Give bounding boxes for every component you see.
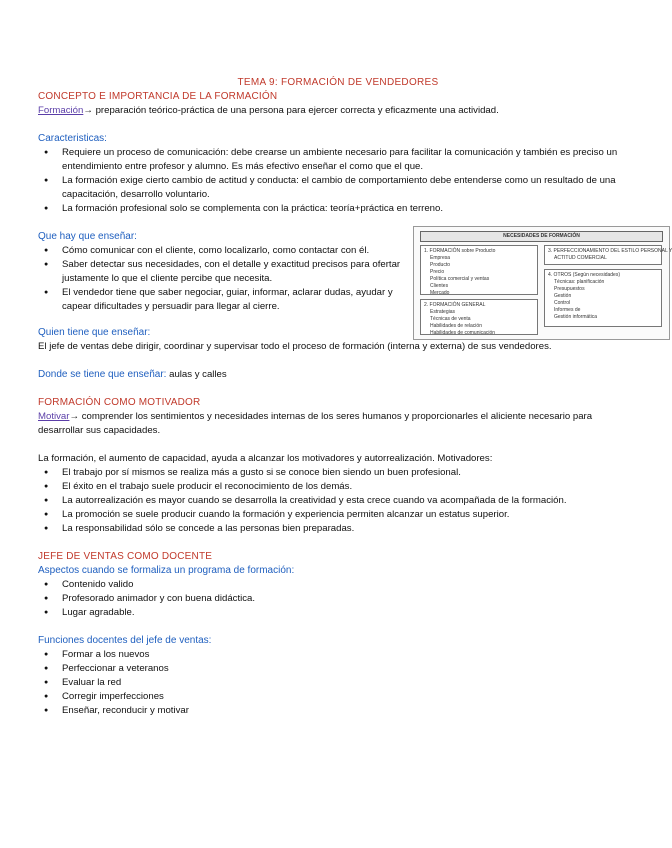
heading-que-ensenar: Que hay que enseñar: [38,231,137,242]
arrow-glyph: → [83,105,93,116]
diagram-text: Clientes [430,283,449,289]
diagram-text: Política comercial y ventas [430,276,490,282]
list-item: ● La responsabilidad sólo se concede a las personas bien preparadas. [38,522,638,536]
heading-caracteristicas: Caracteristicas: [38,133,107,144]
diagram-box-producto [420,245,538,295]
list-caracteristicas [38,146,638,216]
list-aspectos [38,578,638,620]
diagram-text: Producto [430,262,451,268]
list-item: ● Cómo comunicar con el cliente, como localizarlo, como contactar con él. [38,244,403,258]
diagram-box-perfeccionamiento [544,245,672,265]
diagram-text: 2. FORMACIÓN GENERAL [424,302,486,308]
heading-concepto: CONCEPTO E IMPORTANCIA DE LA FORMACIÓN [38,91,278,102]
list-item: ● Corregir imperfecciones [38,690,638,704]
definition-text: preparación teórico-práctica de una persona para ejercer correcta y eficazmente una actividad. [92,105,499,116]
list-item: ● Requiere un proceso de comunicación: debe crearse un ambiente necesario para facilitar la comunicación y también es preciso un entendimiento entre profesor y alumno. Es más efectivo enseñar el como que el que. [38,146,638,174]
definition-text: comprender los sentimientos y necesidades internas de los seres humanos y proporcionarles el aliciente necesario para desarrollar sus capacidades. [38,411,593,436]
list-item: ● Perfeccionar a veteranos [38,662,638,676]
diagram-text: 3. PERFECCIONAMIENTO DEL ESTILO PERSONAL Y [548,248,672,254]
diagram-box-otros [544,269,662,327]
diagram-text: 4. OTROS (Según necesidades) [548,272,620,278]
list-item: ● Evaluar la red [38,676,638,690]
list-item: ● Formar a los nuevos [38,648,638,662]
list-item: ● El vendedor tiene que saber negociar, guiar, informar, aclarar dudas, ayudar y capear dificultades y persuadir para llegar al cierre. [38,286,403,314]
training-needs-diagram [413,226,670,340]
text-quien: El jefe de ventas debe dirigir, coordinar y supervisar todo el proceso de formación (interna y externa) de sus vendedores. [38,341,552,352]
diagram-text: Técnicas: planificación [554,279,605,285]
list-item: ● El trabajo por sí mismos se realiza más a gusto si se conoce bien siendo un buen profesional. [38,466,638,480]
list-item: ● El éxito en el trabajo suele producir el reconocimiento de los demás. [38,480,638,494]
heading-donde: Donde se tiene que enseñar: [38,369,167,380]
list-item: ● La autorrealización es mayor cuando se desarrolla la creatividad y esta crece cuando va acompañada de la formación. [38,494,638,508]
list-item: ● La promoción se suele producir cuando la formación y experiencia permiten alcanzar un estatus superior. [38,508,638,522]
heading-funciones: Funciones docentes del jefe de ventas: [38,635,212,646]
link-formacion[interactable]: Formación [38,105,84,116]
list-motivadores [38,466,638,536]
link-motivar[interactable]: Motivar [38,411,70,422]
heading-aspectos: Aspectos cuando se formaliza un programa de formación: [38,565,295,576]
diagram-text: Informes de [554,307,581,313]
diagram-text: Habilidades de relación [430,323,482,329]
list-que-ensenar [38,244,403,314]
definition-formacion [38,104,638,118]
diagram-text: Presupuestos [554,286,585,292]
diagram-text: Estrategias [430,309,456,315]
diagram-text: Control [554,300,571,306]
list-item: ● La formación profesional solo se complementa con la práctica: teoría+práctica en terreno. [38,202,638,216]
list-item: ● Contenido valido [38,578,638,592]
list-item: ● Saber detectar sus necesidades, con el detalle y exactitud precisos para ofertar justamente lo que el cliente percibe que necesita. [38,258,403,286]
document-title: TEMA 9: FORMACIÓN DE VENDEDORES [237,77,439,88]
diagram-text: ACTITUD COMERCIAL [554,255,607,261]
list-item: ● La formación exige cierto cambio de actitud y conducta: el cambio de comportamiento debe entenderse como un resultado de una capacitación, desarrollo voluntario. [38,174,638,202]
list-item: ● Lugar agradable. [38,606,638,620]
diagram-header: NECESIDADES DE FORMACIÓN [420,231,663,242]
diagram-text: Gestión [554,293,572,299]
diagram-text: Técnicas de venta [430,316,471,322]
heading-quien: Quien tiene que enseñar: [38,327,151,338]
diagram-text: Empresa [430,255,451,261]
diagram-text: Gestión informática [554,314,598,320]
list-item: ● Enseñar, reconducir y motivar [38,704,638,718]
list-funciones [38,648,638,718]
diagram-box-general [420,299,538,335]
row-donde [38,368,638,382]
text-motivadores-intro: La formación, el aumento de capacidad, ayuda a alcanzar los motivadores y autorrealización. Motivadores: [38,453,493,464]
heading-motivador: FORMACIÓN COMO MOTIVADOR [38,397,201,408]
text-donde: aulas y calles [166,369,227,380]
diagram-text: Precio [430,269,445,275]
definition-motivar [38,410,638,438]
list-item: ● Profesorado animador y con buena didáctica. [38,592,638,606]
diagram-text: 1. FORMACIÓN sobre Producto [424,248,496,254]
document-page [38,76,672,718]
diagram-text: Habilidades de comunicación [430,330,496,336]
diagram-text: Mercado [430,290,450,296]
arrow-glyph: → [69,411,80,422]
heading-jefe-ventas: JEFE DE VENTAS COMO DOCENTE [38,551,213,562]
